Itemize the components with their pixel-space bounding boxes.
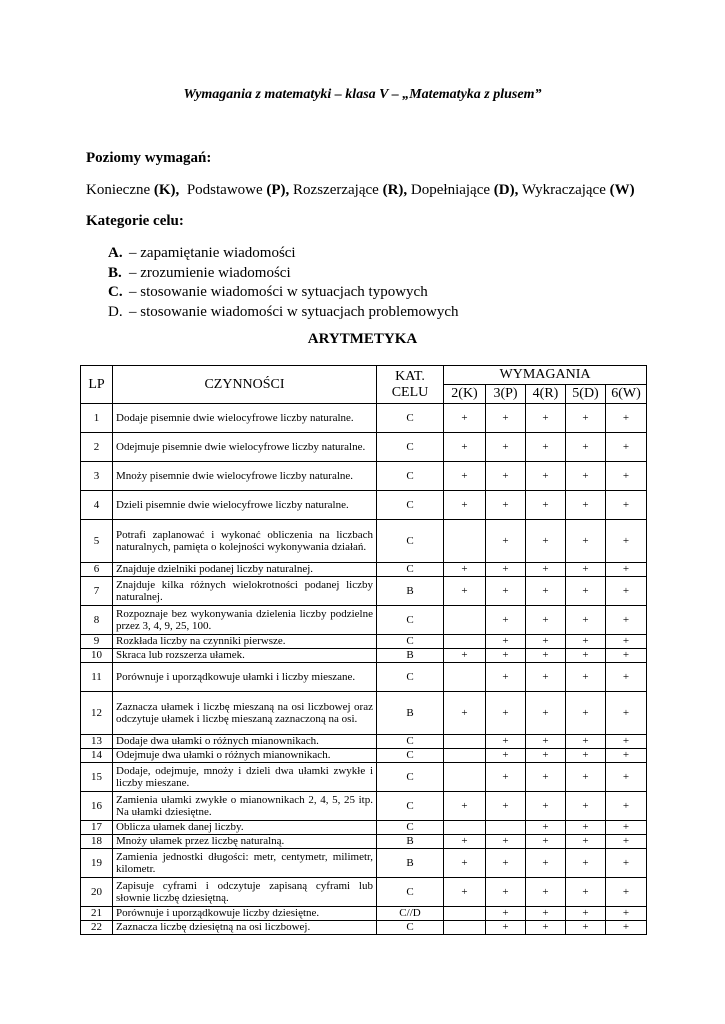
row-requirement-mark: +	[606, 663, 647, 692]
table-body	[81, 404, 647, 935]
row-requirement-mark: +	[444, 649, 486, 663]
row-requirement-mark: +	[526, 735, 566, 749]
row-requirement-mark: +	[566, 663, 606, 692]
row-requirement-mark: +	[606, 462, 647, 491]
row-number: 22	[81, 921, 113, 935]
row-requirement-mark: +	[606, 821, 647, 835]
row-category: C	[377, 606, 444, 635]
row-requirement-mark: +	[526, 835, 566, 849]
row-requirement-mark: +	[566, 835, 606, 849]
row-requirement-mark: +	[486, 433, 526, 462]
row-requirement-mark	[486, 821, 526, 835]
row-activity: Porównuje i uporządkowuje liczby dziesiętne.	[113, 907, 377, 921]
table-row	[81, 635, 647, 649]
row-requirement-mark: +	[486, 635, 526, 649]
row-requirement-mark: +	[606, 606, 647, 635]
row-number: 5	[81, 520, 113, 563]
row-requirement-mark	[444, 606, 486, 635]
row-requirement-mark	[444, 907, 486, 921]
row-requirement-mark: +	[486, 563, 526, 577]
row-number: 12	[81, 692, 113, 735]
row-requirement-mark: +	[606, 749, 647, 763]
table-row	[81, 577, 647, 606]
row-requirement-mark: +	[486, 735, 526, 749]
row-requirement-mark	[444, 821, 486, 835]
row-activity: Zapisuje cyframi i odczytuje zapisaną cyframi lub słownie liczbę dziesiętną.	[113, 878, 377, 907]
header-level: 2(K)	[444, 385, 486, 404]
row-requirement-mark: +	[606, 878, 647, 907]
category-item: C. – stosowanie wiadomości w sytuacjach typowych	[108, 284, 428, 301]
row-category: C//D	[377, 907, 444, 921]
row-requirement-mark: +	[526, 692, 566, 735]
row-requirement-mark: +	[526, 663, 566, 692]
row-requirement-mark: +	[486, 606, 526, 635]
row-requirement-mark: +	[526, 433, 566, 462]
row-requirement-mark: +	[526, 606, 566, 635]
row-requirement-mark: +	[606, 835, 647, 849]
row-requirement-mark: +	[526, 635, 566, 649]
row-category: B	[377, 835, 444, 849]
table-row	[81, 749, 647, 763]
row-category: C	[377, 792, 444, 821]
category-item: D. – stosowanie wiadomości w sytuacjach problemowych	[108, 304, 459, 321]
row-requirement-mark: +	[444, 404, 486, 433]
row-requirement-mark: +	[444, 491, 486, 520]
row-requirement-mark: +	[566, 763, 606, 792]
row-requirement-mark: +	[566, 563, 606, 577]
row-requirement-mark: +	[606, 491, 647, 520]
row-activity: Znajduje dzielniki podanej liczby naturalnej.	[113, 563, 377, 577]
row-requirement-mark: +	[526, 921, 566, 935]
row-requirement-mark: +	[526, 878, 566, 907]
table-row	[81, 491, 647, 520]
row-requirement-mark	[444, 735, 486, 749]
header-level: 3(P)	[486, 385, 526, 404]
table-row	[81, 821, 647, 835]
row-requirement-mark: +	[566, 462, 606, 491]
row-requirement-mark: +	[526, 849, 566, 878]
header-level: 6(W)	[606, 385, 647, 404]
row-requirement-mark: +	[526, 792, 566, 821]
row-requirement-mark: +	[486, 649, 526, 663]
row-requirement-mark: +	[486, 404, 526, 433]
row-requirement-mark: +	[606, 649, 647, 663]
section-title: ARYTMETYKA	[307, 331, 418, 347]
row-requirement-mark: +	[526, 520, 566, 563]
header-activity: CZYNNOŚCI	[113, 366, 377, 404]
row-category: C	[377, 821, 444, 835]
row-number: 19	[81, 849, 113, 878]
row-requirement-mark: +	[486, 835, 526, 849]
row-category: C	[377, 404, 444, 433]
row-number: 18	[81, 835, 113, 849]
row-requirement-mark: +	[566, 520, 606, 563]
row-requirement-mark: +	[486, 663, 526, 692]
row-activity: Mnoży pisemnie dwie wielocyfrowe liczby naturalne.	[113, 462, 377, 491]
table-row	[81, 692, 647, 735]
header-level: 5(D)	[566, 385, 606, 404]
row-requirement-mark: +	[606, 563, 647, 577]
header-level: 4(R)	[526, 385, 566, 404]
row-requirement-mark: +	[526, 563, 566, 577]
row-category: B	[377, 577, 444, 606]
row-activity: Oblicza ułamek danej liczby.	[113, 821, 377, 835]
levels-heading: Poziomy wymagań:	[86, 150, 212, 166]
row-requirement-mark: +	[606, 849, 647, 878]
row-requirement-mark: +	[444, 462, 486, 491]
row-requirement-mark: +	[606, 635, 647, 649]
row-requirement-mark: +	[606, 433, 647, 462]
row-activity: Dodaje pisemnie dwie wielocyfrowe liczby naturalne.	[113, 404, 377, 433]
row-requirement-mark: +	[566, 735, 606, 749]
row-number: 7	[81, 577, 113, 606]
row-requirement-mark: +	[566, 907, 606, 921]
category-item: B. – zrozumienie wiadomości	[108, 264, 291, 281]
row-requirement-mark: +	[566, 692, 606, 735]
row-number: 2	[81, 433, 113, 462]
row-requirement-mark: +	[526, 649, 566, 663]
row-requirement-mark: +	[606, 792, 647, 821]
row-requirement-mark: +	[444, 433, 486, 462]
requirements-table	[80, 365, 647, 935]
row-category: C	[377, 433, 444, 462]
table-row	[81, 792, 647, 821]
row-requirement-mark: +	[606, 735, 647, 749]
row-number: 10	[81, 649, 113, 663]
header-lp: LP	[81, 366, 113, 404]
category-item: A. – zapamiętanie wiadomości	[108, 245, 296, 261]
row-requirement-mark	[444, 520, 486, 563]
document-title: Wymagania z matematyki – klasa V – „Matematyka z plusem”	[183, 87, 542, 102]
header-category: KAT. CELU	[377, 366, 444, 404]
row-category: C	[377, 462, 444, 491]
table-row	[81, 433, 647, 462]
row-activity: Potrafi zaplanować i wykonać obliczenia na liczbach naturalnych, pamięta o kolejności wykonywania działań.	[113, 520, 377, 563]
table-row	[81, 849, 647, 878]
row-activity: Zamienia jednostki długości: metr, centymetr, milimetr, kilometr.	[113, 849, 377, 878]
row-requirement-mark: +	[486, 921, 526, 935]
row-requirement-mark: +	[526, 749, 566, 763]
row-requirement-mark: +	[486, 763, 526, 792]
row-requirement-mark: +	[444, 835, 486, 849]
row-number: 17	[81, 821, 113, 835]
row-requirement-mark: +	[486, 907, 526, 921]
row-activity: Znajduje kilka różnych wielokrotności podanej liczby naturalnej.	[113, 577, 377, 606]
row-requirement-mark: +	[566, 635, 606, 649]
table-row	[81, 563, 647, 577]
row-number: 16	[81, 792, 113, 821]
row-requirement-mark: +	[606, 520, 647, 563]
table-row	[81, 462, 647, 491]
row-category: C	[377, 763, 444, 792]
row-number: 3	[81, 462, 113, 491]
row-requirement-mark: +	[486, 491, 526, 520]
row-activity: Dzieli pisemnie dwie wielocyfrowe liczby naturalne.	[113, 491, 377, 520]
level-p: Podstawowe (P),	[186, 182, 290, 198]
row-requirement-mark: +	[526, 491, 566, 520]
levels-list	[86, 182, 635, 199]
row-number: 15	[81, 763, 113, 792]
table-row	[81, 404, 647, 433]
row-activity: Rozkłada liczby na czynniki pierwsze.	[113, 635, 377, 649]
row-category: C	[377, 520, 444, 563]
row-requirement-mark: +	[566, 606, 606, 635]
row-category: B	[377, 849, 444, 878]
row-activity: Dodaje, odejmuje, mnoży i dzieli dwa ułamki zwykłe i liczby mieszane.	[113, 763, 377, 792]
row-activity: Odejmuje dwa ułamki o różnych mianownikach.	[113, 749, 377, 763]
table-row	[81, 735, 647, 749]
row-category: C	[377, 921, 444, 935]
row-requirement-mark: +	[566, 491, 606, 520]
row-activity: Zamienia ułamki zwykłe o mianownikach 2, 4, 5, 25 itp. Na ułamki dziesiętne.	[113, 792, 377, 821]
row-requirement-mark: +	[444, 792, 486, 821]
row-requirement-mark: +	[486, 749, 526, 763]
row-number: 8	[81, 606, 113, 635]
row-category: C	[377, 635, 444, 649]
table-row	[81, 520, 647, 563]
row-category: C	[377, 878, 444, 907]
level-k: Konieczne (K),	[86, 182, 180, 198]
table-row	[81, 921, 647, 935]
row-requirement-mark: +	[444, 878, 486, 907]
row-requirement-mark: +	[566, 849, 606, 878]
row-number: 4	[81, 491, 113, 520]
table-row	[81, 763, 647, 792]
table-row	[81, 663, 647, 692]
row-requirement-mark: +	[566, 433, 606, 462]
table-row	[81, 907, 647, 921]
row-requirement-mark	[444, 921, 486, 935]
row-number: 6	[81, 563, 113, 577]
row-number: 20	[81, 878, 113, 907]
table-row	[81, 649, 647, 663]
row-activity: Zaznacza ułamek i liczbę mieszaną na osi liczbowej oraz odczytuje ułamek i liczbę mieszaną zaznaczoną na osi.	[113, 692, 377, 735]
row-requirement-mark: +	[606, 907, 647, 921]
row-requirement-mark: +	[566, 404, 606, 433]
row-requirement-mark: +	[606, 763, 647, 792]
row-requirement-mark: +	[566, 577, 606, 606]
row-requirement-mark: +	[566, 649, 606, 663]
row-requirement-mark: +	[444, 563, 486, 577]
row-activity: Skraca lub rozszerza ułamek.	[113, 649, 377, 663]
row-number: 13	[81, 735, 113, 749]
row-requirement-mark: +	[444, 692, 486, 735]
row-requirement-mark: +	[486, 692, 526, 735]
row-category: C	[377, 749, 444, 763]
row-requirement-mark: +	[526, 404, 566, 433]
table-row	[81, 606, 647, 635]
row-activity: Rozpoznaje bez wykonywania dzielenia liczby podzielne przez 3, 4, 9, 25, 100.	[113, 606, 377, 635]
row-category: B	[377, 649, 444, 663]
table-row	[81, 835, 647, 849]
categories-list	[108, 244, 459, 323]
row-requirement-mark	[444, 663, 486, 692]
row-requirement-mark	[444, 635, 486, 649]
row-activity: Dodaje dwa ułamki o różnych mianownikach.	[113, 735, 377, 749]
row-number: 11	[81, 663, 113, 692]
row-number: 1	[81, 404, 113, 433]
row-requirement-mark: +	[486, 577, 526, 606]
row-requirement-mark: +	[486, 849, 526, 878]
row-requirement-mark: +	[526, 821, 566, 835]
row-activity: Zaznacza liczbę dziesiętną na osi liczbowej.	[113, 921, 377, 935]
row-requirement-mark: +	[486, 878, 526, 907]
row-activity: Odejmuje pisemnie dwie wielocyfrowe liczby naturalne.	[113, 433, 377, 462]
row-requirement-mark: +	[566, 749, 606, 763]
row-requirement-mark: +	[526, 462, 566, 491]
row-requirement-mark: +	[606, 921, 647, 935]
row-requirement-mark: +	[486, 462, 526, 491]
row-requirement-mark: +	[566, 821, 606, 835]
row-number: 21	[81, 907, 113, 921]
row-requirement-mark: +	[526, 577, 566, 606]
row-activity: Mnoży ułamek przez liczbę naturalną.	[113, 835, 377, 849]
row-number: 9	[81, 635, 113, 649]
row-requirement-mark: +	[606, 692, 647, 735]
row-requirement-mark: +	[486, 792, 526, 821]
row-activity: Porównuje i uporządkowuje ułamki i liczby mieszane.	[113, 663, 377, 692]
level-w: Wykraczające (W)	[521, 182, 635, 198]
row-requirement-mark: +	[566, 878, 606, 907]
level-r: Rozszerzające (R),	[293, 182, 408, 198]
row-category: C	[377, 735, 444, 749]
level-d: Dopełniające (D),	[410, 182, 519, 198]
row-requirement-mark: +	[444, 577, 486, 606]
row-requirement-mark: +	[606, 404, 647, 433]
row-requirement-mark: +	[526, 763, 566, 792]
row-category: B	[377, 692, 444, 735]
row-requirement-mark	[444, 749, 486, 763]
row-requirement-mark: +	[566, 792, 606, 821]
row-requirement-mark: +	[444, 849, 486, 878]
row-requirement-mark: +	[606, 577, 647, 606]
header-requirements: WYMAGANIA	[444, 366, 647, 385]
table-row	[81, 878, 647, 907]
row-requirement-mark	[444, 763, 486, 792]
categories-heading: Kategorie celu:	[86, 213, 184, 229]
row-requirement-mark: +	[486, 520, 526, 563]
row-category: C	[377, 563, 444, 577]
row-requirement-mark: +	[526, 907, 566, 921]
row-category: C	[377, 663, 444, 692]
row-category: C	[377, 491, 444, 520]
row-requirement-mark: +	[566, 921, 606, 935]
row-number: 14	[81, 749, 113, 763]
